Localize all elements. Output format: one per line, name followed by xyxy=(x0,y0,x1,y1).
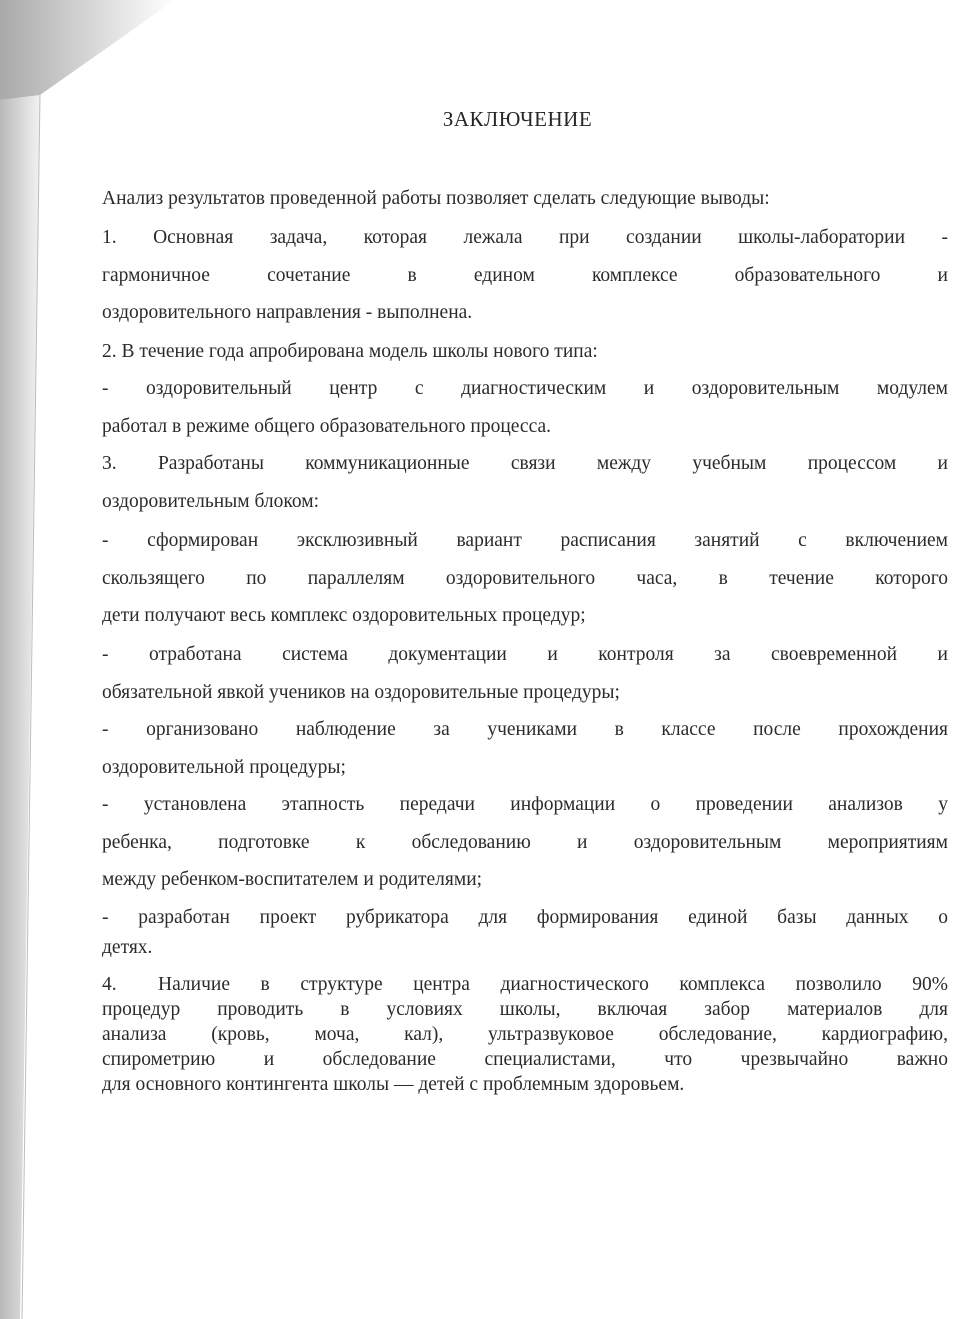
paragraph-9 xyxy=(102,899,948,959)
paragraph-9-line-2: детях. xyxy=(102,936,153,958)
paragraph-3-line-2: работал в режиме общего образовательного процесса. xyxy=(102,415,551,437)
paragraph-8-line-2: ребенка, подготовке к обследованию и оздоровительным мероприятиям xyxy=(102,831,948,853)
paragraph-10-line-3: анализа (кровь, моча, кал), ультразвуковое обследование, кардиографию, xyxy=(102,1024,948,1045)
paragraph-8-line-3: между ребенком-воспитателем и родителями; xyxy=(102,869,483,890)
paragraph-10-line-4: спирометрию и обследование специалистами, что чрезвычайно важно xyxy=(102,1049,948,1070)
paragraph-6 xyxy=(102,636,948,711)
paragraph-1 xyxy=(102,219,948,332)
paragraph-10-line-5: для основного контингента школы — детей с проблемным здоровьем. xyxy=(102,1074,685,1095)
intro-line: Анализ результатов проведенной работы позволяет сделать следующие выводы: xyxy=(102,188,770,209)
paragraph-5-line-3: дети получают весь комплекс оздоровительных процедур; xyxy=(102,605,586,626)
paragraph-7-line-1: - организовано наблюдение за учениками в классе после прохождения xyxy=(102,719,948,740)
paragraph-5-line-1: - сформирован эксклюзивный вариант расписания занятий с включением xyxy=(102,530,948,551)
paragraph-10 xyxy=(102,972,948,1097)
paragraph-9-line-1: - разработан проект рубрикатора для формирования единой базы данных о xyxy=(102,907,948,928)
paragraph-1-line-3: оздоровительного направления - выполнена. xyxy=(102,302,473,323)
paragraph-1-line-1: 1. Основная задача, которая лежала при создании школы-лаборатории - xyxy=(102,227,948,248)
paragraph-10-line-1 xyxy=(102,972,948,997)
paragraph-1-line-2: гармоничное сочетание в едином комплексе образовательного и xyxy=(102,264,948,286)
paragraph-2-line-1: 2. В течение года апробирована модель школы нового типа: xyxy=(102,341,598,362)
paragraph-4-line-1: 3. Разработаны коммуникационные связи между учебным процессом и xyxy=(102,453,948,474)
paragraph-10-line-1-text: Наличие в структуре центра диагностического комплекса позволило 90% xyxy=(158,974,948,995)
paragraph-3 xyxy=(102,370,948,445)
intro-paragraph xyxy=(102,180,948,218)
paragraph-8 xyxy=(102,786,948,899)
paragraph-3-line-1: - оздоровительный центр с диагностическим и оздоровительным модулем xyxy=(102,378,948,399)
paragraph-8-line-1: - установлена этапность передачи информации о проведении анализов у xyxy=(102,794,948,815)
paragraph-6-line-2: обязательной явкой учеников на оздоровительные процедуры; xyxy=(102,681,620,703)
paragraph-7-line-2: оздоровительной процедуры; xyxy=(102,756,346,778)
paragraph-4 xyxy=(102,445,948,520)
document-title: ЗАКЛЮЧЕНИЕ xyxy=(442,107,593,131)
paragraph-2 xyxy=(102,333,948,371)
paragraph-10-number: 4. xyxy=(102,974,117,995)
paragraph-5 xyxy=(102,522,948,635)
paragraph-10-line-2: процедур проводить в условиях школы, включая забор материалов для xyxy=(102,999,948,1020)
paragraph-4-line-2: оздоровительным блоком: xyxy=(102,490,320,512)
paragraph-6-line-1: - отработана система документации и контроля за своевременной и xyxy=(102,644,948,665)
paragraph-5-line-2: скользящего по параллелям оздоровительного часа, в течение которого xyxy=(102,567,948,589)
paragraph-7 xyxy=(102,711,948,786)
